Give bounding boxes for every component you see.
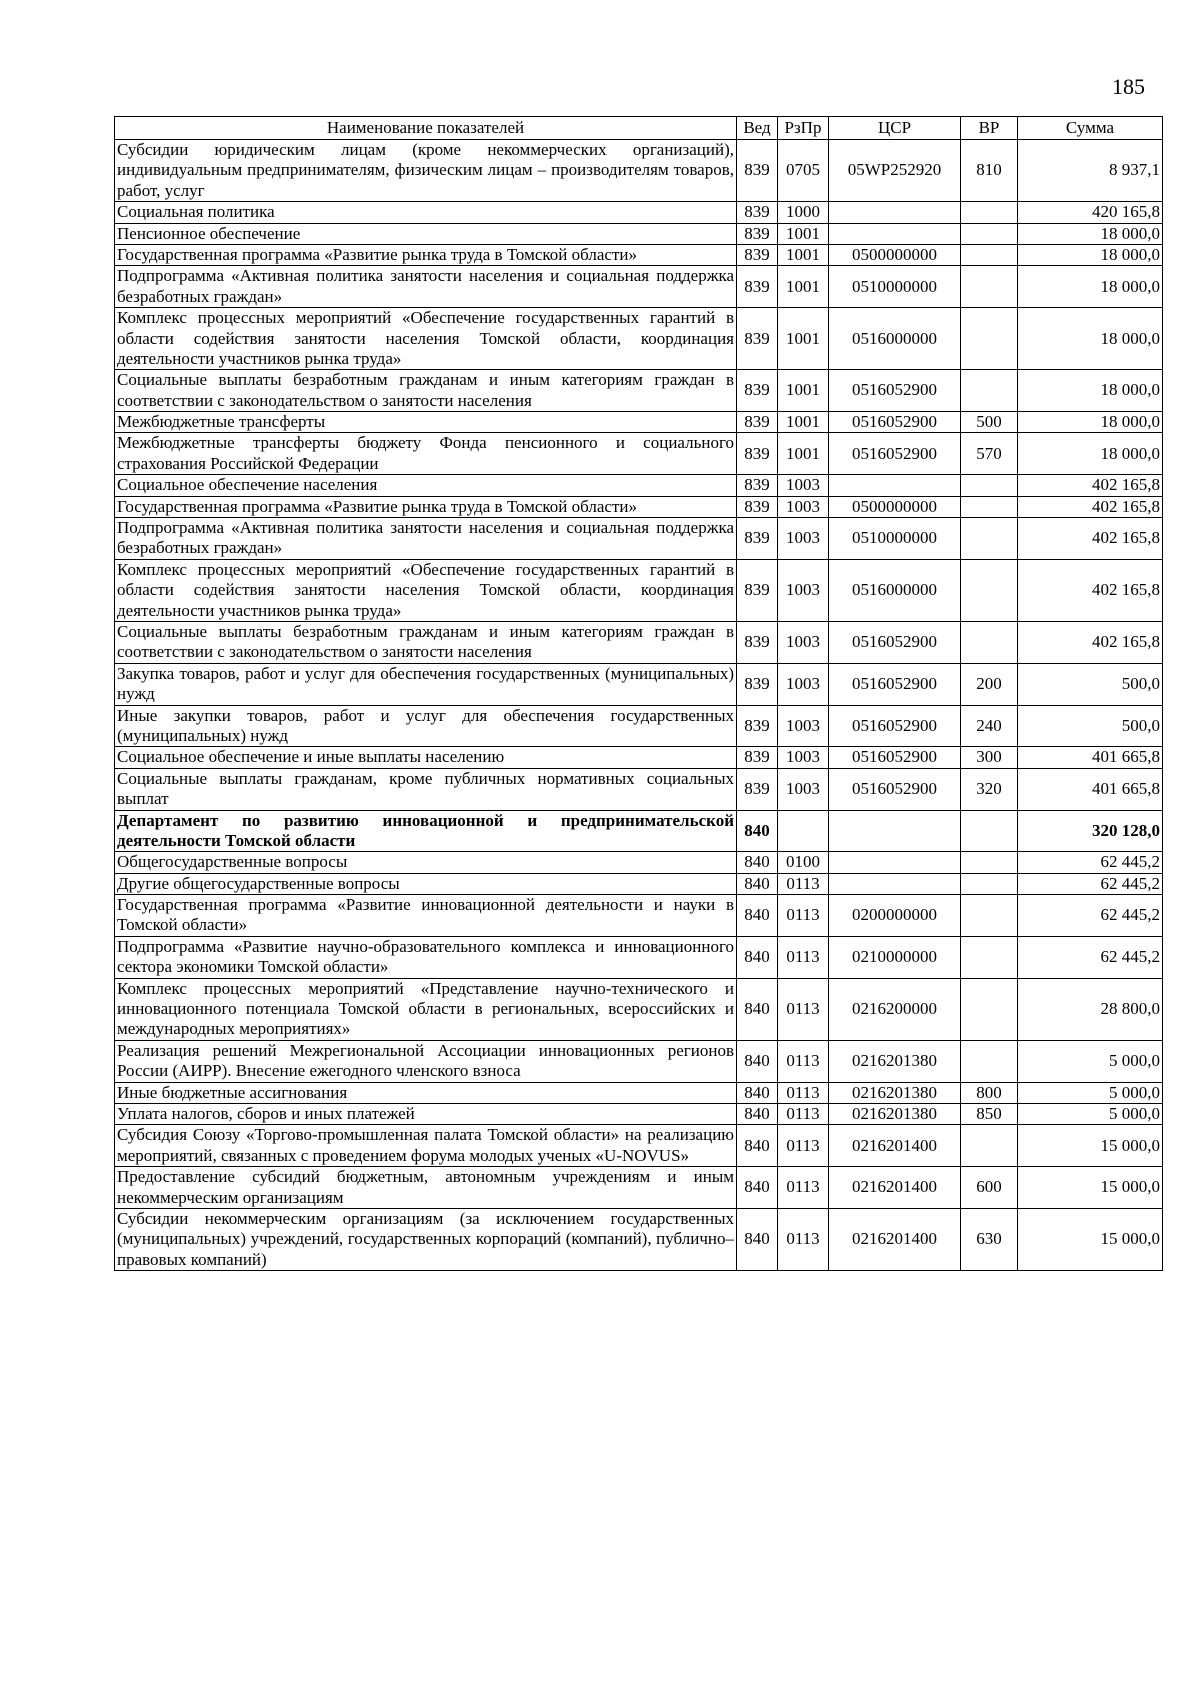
cell-ved: 839 [737,202,778,223]
cell-rzpr: 1003 [778,518,829,560]
cell-ved: 839 [737,412,778,433]
cell-ved: 839 [737,747,778,768]
cell-ved: 839 [737,140,778,202]
table-row [115,1167,1163,1209]
cell-rzpr: 0113 [778,873,829,894]
cell-csr [829,223,961,244]
cell-rzpr: 1001 [778,370,829,412]
cell-ved: 840 [737,1082,778,1103]
cell-vr [961,810,1018,852]
table-row [115,496,1163,517]
cell-vr [961,244,1018,265]
cell-rzpr: 0113 [778,1208,829,1270]
cell-sum: 401 665,8 [1018,768,1163,810]
cell-name: Иные бюджетные ассигнования [115,1082,737,1103]
table-row [115,370,1163,412]
cell-vr [961,266,1018,308]
cell-rzpr: 0113 [778,1082,829,1103]
cell-csr: 0516052900 [829,768,961,810]
cell-vr [961,1040,1018,1082]
cell-rzpr: 0113 [778,1125,829,1167]
table-row [115,308,1163,370]
cell-rzpr: 1003 [778,663,829,705]
cell-sum: 402 165,8 [1018,475,1163,496]
cell-csr [829,202,961,223]
cell-vr [961,223,1018,244]
table-row [115,223,1163,244]
cell-vr: 850 [961,1103,1018,1124]
budget-table [114,116,1163,1271]
cell-vr: 500 [961,412,1018,433]
cell-sum: 15 000,0 [1018,1167,1163,1209]
cell-vr: 810 [961,140,1018,202]
table-row [115,412,1163,433]
cell-rzpr: 0113 [778,1040,829,1082]
cell-sum: 28 800,0 [1018,978,1163,1040]
cell-ved: 839 [737,266,778,308]
cell-sum: 402 165,8 [1018,518,1163,560]
table-row [115,1208,1163,1270]
table-row [115,663,1163,705]
cell-ved: 839 [737,705,778,747]
cell-vr: 600 [961,1167,1018,1209]
cell-ved: 840 [737,873,778,894]
cell-name: Общегосударственные вопросы [115,852,737,873]
header-name: Наименование показателей [115,117,737,140]
table-row [115,873,1163,894]
cell-sum: 402 165,8 [1018,496,1163,517]
cell-sum: 401 665,8 [1018,747,1163,768]
cell-sum: 18 000,0 [1018,433,1163,475]
cell-ved: 839 [737,308,778,370]
cell-sum: 18 000,0 [1018,244,1163,265]
cell-csr: 0200000000 [829,895,961,937]
cell-vr [961,621,1018,663]
header-csr: ЦСР [829,117,961,140]
cell-name: Субсидии некоммерческим организациям (за исключением государственных (муниципальных) учреждений, государственных корпораций (компаний), публично–правовых компаний) [115,1208,737,1270]
cell-ved: 839 [737,433,778,475]
cell-name: Закупка товаров, работ и услуг для обеспечения государственных (муниципальных) нужд [115,663,737,705]
cell-rzpr [778,810,829,852]
cell-rzpr: 1000 [778,202,829,223]
cell-sum: 62 445,2 [1018,873,1163,894]
cell-sum: 62 445,2 [1018,852,1163,873]
table-row [115,768,1163,810]
table-row [115,518,1163,560]
cell-csr: 05WP252920 [829,140,961,202]
cell-csr: 0516052900 [829,663,961,705]
cell-rzpr: 1003 [778,768,829,810]
cell-csr: 0516000000 [829,559,961,621]
cell-vr [961,496,1018,517]
cell-name: Социальное обеспечение и иные выплаты населению [115,747,737,768]
cell-rzpr: 1003 [778,621,829,663]
table-row [115,475,1163,496]
cell-csr: 0216201400 [829,1125,961,1167]
table-row [115,202,1163,223]
table-row [115,978,1163,1040]
cell-ved: 839 [737,244,778,265]
cell-sum: 402 165,8 [1018,559,1163,621]
cell-rzpr: 0113 [778,1103,829,1124]
cell-sum: 5 000,0 [1018,1103,1163,1124]
cell-vr [961,308,1018,370]
cell-vr: 300 [961,747,1018,768]
cell-csr: 0216201380 [829,1103,961,1124]
cell-ved: 839 [737,370,778,412]
cell-name: Подпрограмма «Активная политика занятости населения и социальная поддержка безработных граждан» [115,266,737,308]
cell-vr [961,518,1018,560]
cell-sum: 15 000,0 [1018,1125,1163,1167]
cell-sum: 5 000,0 [1018,1082,1163,1103]
cell-rzpr: 1003 [778,705,829,747]
header-sum: Сумма [1018,117,1163,140]
cell-sum: 62 445,2 [1018,895,1163,937]
cell-rzpr: 1001 [778,433,829,475]
cell-name: Комплекс процессных мероприятий «Представление научно-технического и инновационного потенциала Томской области в региональных, всероссийских и международных мероприятиях» [115,978,737,1040]
cell-name: Социальные выплаты безработным гражданам и иным категориям граждан в соответствии с законодательством о занятости населения [115,370,737,412]
cell-sum: 402 165,8 [1018,621,1163,663]
cell-csr [829,852,961,873]
table-row [115,1103,1163,1124]
cell-vr [961,202,1018,223]
cell-vr [961,475,1018,496]
table-row [115,895,1163,937]
cell-sum: 18 000,0 [1018,370,1163,412]
cell-csr: 0516052900 [829,747,961,768]
cell-name: Подпрограмма «Развитие научно-образовательного комплекса и инновационного сектора экономики Томской области» [115,936,737,978]
table-row [115,1125,1163,1167]
cell-name: Межбюджетные трансферты бюджету Фонда пенсионного и социального страхования Российской Федерации [115,433,737,475]
cell-csr [829,873,961,894]
cell-vr [961,873,1018,894]
cell-rzpr: 1003 [778,496,829,517]
cell-sum: 320 128,0 [1018,810,1163,852]
cell-rzpr: 0113 [778,1167,829,1209]
cell-vr [961,852,1018,873]
cell-rzpr: 0113 [778,895,829,937]
cell-vr [961,559,1018,621]
cell-csr: 0516052900 [829,705,961,747]
cell-rzpr: 0705 [778,140,829,202]
cell-vr: 630 [961,1208,1018,1270]
cell-sum: 18 000,0 [1018,412,1163,433]
cell-csr: 0210000000 [829,936,961,978]
cell-sum: 420 165,8 [1018,202,1163,223]
cell-ved: 840 [737,852,778,873]
cell-sum: 18 000,0 [1018,308,1163,370]
cell-name: Уплата налогов, сборов и иных платежей [115,1103,737,1124]
cell-rzpr: 1001 [778,223,829,244]
cell-csr: 0516052900 [829,370,961,412]
cell-name: Предоставление субсидий бюджетным, автономным учреждениям и иным некоммерческим организациям [115,1167,737,1209]
cell-vr [961,978,1018,1040]
cell-name: Реализация решений Межрегиональной Ассоциации инновационных регионов России (АИРР). Внесение ежегодного членского взноса [115,1040,737,1082]
cell-rzpr: 1001 [778,308,829,370]
cell-vr: 570 [961,433,1018,475]
table-row [115,1082,1163,1103]
cell-csr: 0216201400 [829,1208,961,1270]
cell-name: Субсидии юридическим лицам (кроме некоммерческих организаций), индивидуальным предпринимателям, физическим лицам – производителям товаров, работ, услуг [115,140,737,202]
cell-sum: 15 000,0 [1018,1208,1163,1270]
table-row [115,936,1163,978]
table-row [115,266,1163,308]
cell-ved: 839 [737,768,778,810]
cell-rzpr: 1001 [778,412,829,433]
table-row [115,747,1163,768]
cell-vr: 240 [961,705,1018,747]
table-row [115,244,1163,265]
cell-csr: 0216201380 [829,1082,961,1103]
cell-ved: 840 [737,978,778,1040]
cell-ved: 839 [737,621,778,663]
cell-ved: 839 [737,496,778,517]
cell-ved: 840 [737,1103,778,1124]
cell-ved: 839 [737,663,778,705]
cell-ved: 840 [737,1125,778,1167]
cell-ved: 839 [737,223,778,244]
cell-csr: 0500000000 [829,496,961,517]
cell-sum: 500,0 [1018,663,1163,705]
cell-sum: 62 445,2 [1018,936,1163,978]
cell-sum: 18 000,0 [1018,266,1163,308]
cell-vr: 800 [961,1082,1018,1103]
table-header-row [115,117,1163,140]
cell-sum: 18 000,0 [1018,223,1163,244]
cell-name: Субсидия Союзу «Торгово-промышленная палата Томской области» на реализацию мероприятий, связанных с проведением форума молодых ученых «U-NOVUS» [115,1125,737,1167]
cell-name: Социальное обеспечение населения [115,475,737,496]
cell-sum: 8 937,1 [1018,140,1163,202]
cell-vr [961,936,1018,978]
cell-ved: 840 [737,810,778,852]
cell-vr [961,370,1018,412]
cell-vr: 200 [961,663,1018,705]
cell-csr: 0516052900 [829,433,961,475]
cell-rzpr: 1003 [778,475,829,496]
cell-name: Подпрограмма «Активная политика занятости населения и социальная поддержка безработных граждан» [115,518,737,560]
cell-rzpr: 0100 [778,852,829,873]
cell-name: Социальные выплаты безработным гражданам и иным категориям граждан в соответствии с законодательством о занятости населения [115,621,737,663]
cell-vr [961,1125,1018,1167]
table-row [115,140,1163,202]
cell-name: Социальные выплаты гражданам, кроме публичных нормативных социальных выплат [115,768,737,810]
table-row [115,559,1163,621]
cell-csr: 0516052900 [829,412,961,433]
cell-name: Пенсионное обеспечение [115,223,737,244]
table-row [115,810,1163,852]
cell-csr: 0216201400 [829,1167,961,1209]
cell-rzpr: 1003 [778,559,829,621]
cell-name: Иные закупки товаров, работ и услуг для обеспечения государственных (муниципальных) нужд [115,705,737,747]
cell-name: Департамент по развитию инновационной и предпринимательской деятельности Томской области [115,810,737,852]
cell-ved: 840 [737,1167,778,1209]
cell-rzpr: 1001 [778,266,829,308]
cell-ved: 839 [737,559,778,621]
cell-ved: 840 [737,1208,778,1270]
cell-name: Государственная программа «Развитие рынка труда в Томской области» [115,244,737,265]
cell-sum: 500,0 [1018,705,1163,747]
table-row [115,852,1163,873]
cell-sum: 5 000,0 [1018,1040,1163,1082]
cell-ved: 839 [737,518,778,560]
cell-csr [829,810,961,852]
table-row [115,705,1163,747]
cell-name: Государственная программа «Развитие инновационной деятельности и науки в Томской области» [115,895,737,937]
cell-csr: 0510000000 [829,266,961,308]
header-vr: ВР [961,117,1018,140]
cell-csr: 0216200000 [829,978,961,1040]
cell-csr: 0516000000 [829,308,961,370]
cell-ved: 839 [737,475,778,496]
table-row [115,621,1163,663]
table-row [115,433,1163,475]
cell-csr: 0216201380 [829,1040,961,1082]
cell-csr [829,475,961,496]
cell-ved: 840 [737,936,778,978]
cell-name: Государственная программа «Развитие рынка труда в Томской области» [115,496,737,517]
cell-csr: 0510000000 [829,518,961,560]
cell-rzpr: 0113 [778,936,829,978]
cell-vr: 320 [961,768,1018,810]
cell-ved: 840 [737,895,778,937]
cell-rzpr: 1001 [778,244,829,265]
page-number: 185 [1112,74,1145,99]
cell-rzpr: 1003 [778,747,829,768]
cell-name: Другие общегосударственные вопросы [115,873,737,894]
header-ved: Вед [737,117,778,140]
cell-name: Межбюджетные трансферты [115,412,737,433]
cell-name: Комплекс процессных мероприятий «Обеспечение государственных гарантий в области содействия занятости населения Томской области, координация деятельности участников рынка труда» [115,308,737,370]
cell-ved: 840 [737,1040,778,1082]
cell-rzpr: 0113 [778,978,829,1040]
table-row [115,1040,1163,1082]
cell-csr: 0500000000 [829,244,961,265]
cell-name: Комплекс процессных мероприятий «Обеспечение государственных гарантий в области содействия занятости населения Томской области, координация деятельности участников рынка труда» [115,559,737,621]
cell-csr: 0516052900 [829,621,961,663]
header-rzpr: РзПр [778,117,829,140]
cell-vr [961,895,1018,937]
cell-name: Социальная политика [115,202,737,223]
